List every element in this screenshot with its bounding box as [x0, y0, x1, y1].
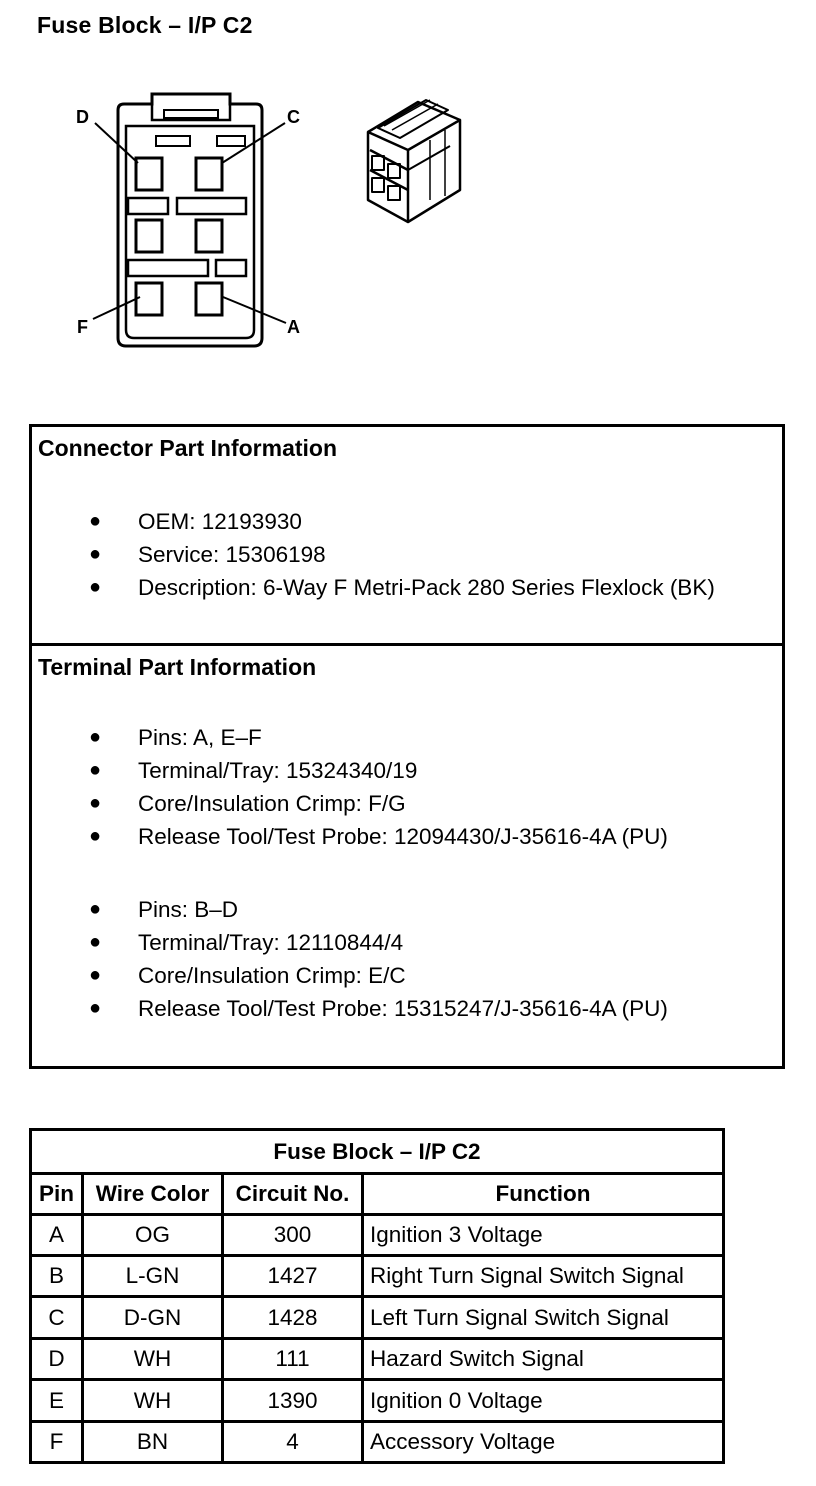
column-header-function: Function: [363, 1174, 724, 1215]
cell-pin: D: [31, 1339, 83, 1380]
list-item: ● Pins: B–D: [32, 893, 668, 926]
cell-pin: C: [31, 1297, 83, 1339]
cell-circuit-no: 1427: [223, 1256, 363, 1297]
table-title: Fuse Block – I/P C2: [31, 1130, 724, 1174]
cell-pin: A: [31, 1215, 83, 1256]
terminal-info-list-2: [32, 893, 668, 1025]
pin-label-d: D: [76, 107, 89, 127]
list-item: ● Terminal/Tray: 15324340/19: [32, 754, 668, 787]
cell-wire-color: L-GN: [83, 1256, 223, 1297]
cavity-mid-left: [136, 220, 162, 252]
bullet: ●: [89, 576, 102, 598]
cell-wire-color: D-GN: [83, 1297, 223, 1339]
cell-wire-color: BN: [83, 1422, 223, 1463]
table-header-row: [31, 1174, 724, 1215]
connector-info-list: [32, 505, 715, 604]
column-header-circuit-no: Circuit No.: [223, 1174, 363, 1215]
list-item: ● Description: 6-Way F Metri-Pack 280 Series Flexlock (BK): [32, 571, 715, 604]
list-item: ● Core/Insulation Crimp: F/G: [32, 787, 668, 820]
terminal-part-info: [32, 646, 782, 1066]
cell-function: Ignition 3 Voltage: [363, 1215, 724, 1256]
cell-wire-color: OG: [83, 1215, 223, 1256]
cavity-c: [196, 158, 222, 190]
list-item: ● Release Tool/Test Probe: 12094430/J-35616-4A (PU): [32, 820, 668, 853]
connector-diagram: [0, 0, 816, 400]
bullet: ●: [89, 543, 102, 565]
connector-info-heading: Connector Part Information: [38, 435, 338, 461]
terminal-info-list-1: [32, 721, 668, 853]
cell-pin: F: [31, 1422, 83, 1463]
table-row: [31, 1256, 724, 1297]
cell-circuit-no: 300: [223, 1215, 363, 1256]
column-header-wire-color: Wire Color: [83, 1174, 223, 1215]
cavity-mid-right: [196, 220, 222, 252]
list-item: ● Release Tool/Test Probe: 15315247/J-35616-4A (PU): [32, 992, 668, 1025]
cell-circuit-no: 1390: [223, 1380, 363, 1422]
list-item: ● OEM: 12193930: [32, 505, 715, 538]
cell-circuit-no: 4: [223, 1422, 363, 1463]
cell-circuit-no: 1428: [223, 1297, 363, 1339]
cell-function: Accessory Voltage: [363, 1422, 724, 1463]
table-row: [31, 1297, 724, 1339]
terminal-info-heading: Terminal Part Information: [38, 654, 317, 680]
cavity-a: [196, 283, 222, 315]
cell-function: Hazard Switch Signal: [363, 1339, 724, 1380]
cell-pin: B: [31, 1256, 83, 1297]
column-header-pin: Pin: [31, 1174, 83, 1215]
cavity-d: [136, 158, 162, 190]
bullet: ●: [89, 898, 102, 920]
bullet: ●: [89, 510, 102, 532]
connector-part-info: [32, 427, 782, 646]
table-row: [31, 1422, 724, 1463]
pin-table: [29, 1128, 725, 1464]
cell-wire-color: WH: [83, 1380, 223, 1422]
pin-label-a: A: [287, 317, 300, 337]
bullet: ●: [89, 997, 102, 1019]
cavity-f: [136, 283, 162, 315]
cell-circuit-no: 111: [223, 1339, 363, 1380]
bullet: ●: [89, 825, 102, 847]
part-info-box: [29, 424, 785, 1069]
table-row: [31, 1380, 724, 1422]
connector-3d-illustration: [368, 100, 460, 222]
table-row: [31, 1339, 724, 1380]
list-item: ● Core/Insulation Crimp: E/C: [32, 959, 668, 992]
bullet: ●: [89, 931, 102, 953]
cell-function: Right Turn Signal Switch Signal: [363, 1256, 724, 1297]
cell-function: Ignition 0 Voltage: [363, 1380, 724, 1422]
pin-label-f: F: [77, 317, 88, 337]
list-item: ● Terminal/Tray: 12110844/4: [32, 926, 668, 959]
page-title: Fuse Block – I/P C2: [37, 12, 253, 38]
list-item: ● Service: 15306198: [32, 538, 715, 571]
bullet: ●: [89, 726, 102, 748]
table-row: [31, 1215, 724, 1256]
latch-slot: [164, 110, 218, 118]
pin-label-c: C: [287, 107, 300, 127]
cell-pin: E: [31, 1380, 83, 1422]
cell-function: Left Turn Signal Switch Signal: [363, 1297, 724, 1339]
bullet: ●: [89, 792, 102, 814]
list-item: ● Pins: A, E–F: [32, 721, 668, 754]
bullet: ●: [89, 964, 102, 986]
cell-wire-color: WH: [83, 1339, 223, 1380]
bullet: ●: [89, 759, 102, 781]
